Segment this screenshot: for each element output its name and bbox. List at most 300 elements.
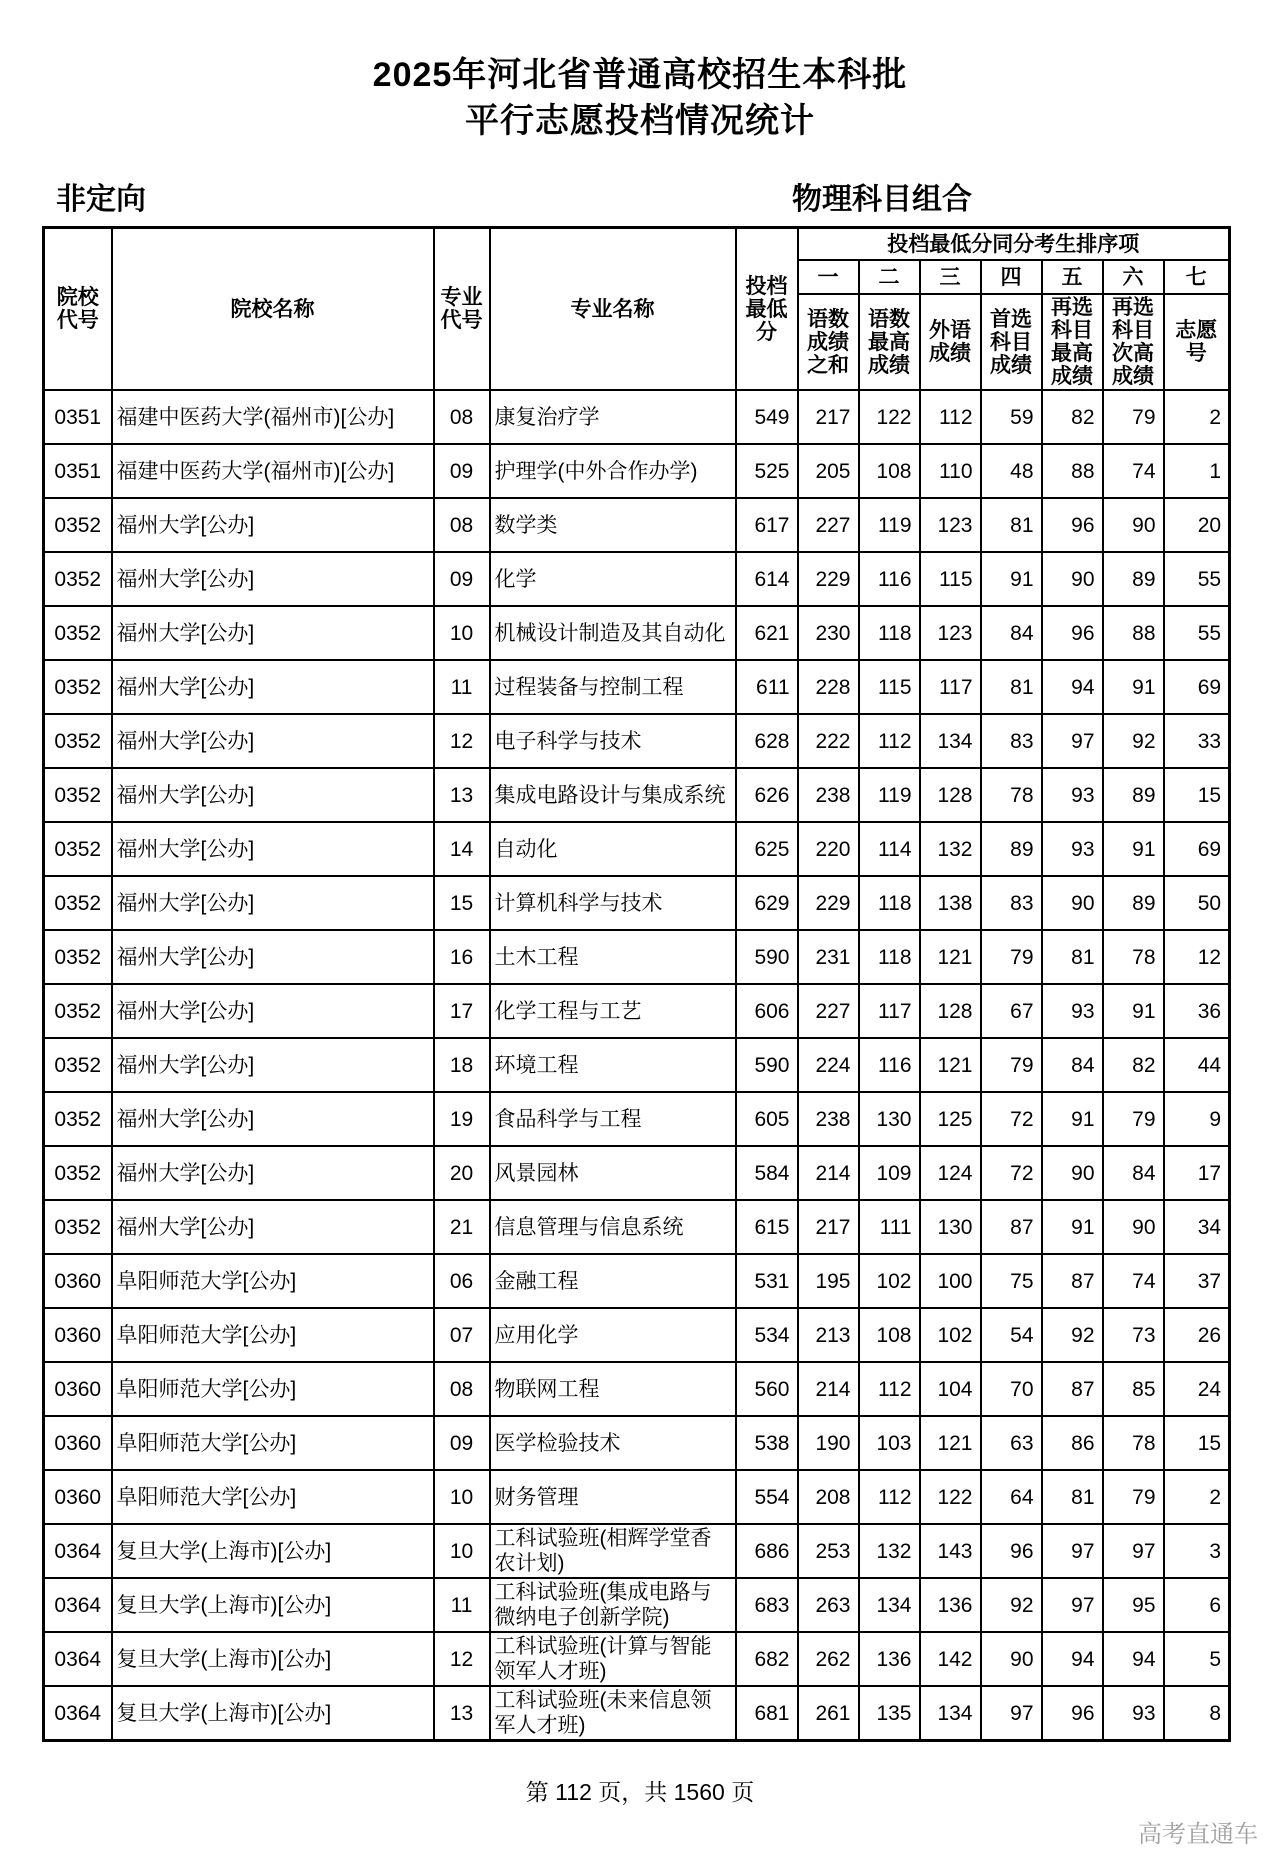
cell-major-name: 工科试验班(相辉学堂香农计划) [490,1524,736,1578]
cell-sum-chinese-math: 220 [798,822,859,876]
cell-sum-chinese-math: 213 [798,1308,859,1362]
cell-major-name: 工科试验班(计算与智能领军人才班) [490,1632,736,1686]
cell-min-score: 549 [736,390,798,444]
cell-min-score: 626 [736,768,798,822]
cell-reselect-max: 94 [1042,660,1103,714]
cell-min-score: 615 [736,1200,798,1254]
cell-foreign-language: 130 [920,1200,981,1254]
cell-min-score: 534 [736,1308,798,1362]
cell-reselect-second: 97 [1103,1524,1164,1578]
cell-foreign-language: 128 [920,984,981,1038]
cell-foreign-language: 112 [920,390,981,444]
cell-sum-chinese-math: 190 [798,1416,859,1470]
header-tiebreak-7: 七 [1164,260,1230,294]
cell-major-name: 护理学(中外合作办学) [490,444,736,498]
table-row [44,1254,1230,1308]
table-header [44,228,1230,391]
cell-reselect-second: 82 [1103,1038,1164,1092]
cell-reselect-second: 88 [1103,606,1164,660]
cell-reselect-second: 73 [1103,1308,1164,1362]
cell-major-code: 07 [434,1308,490,1362]
page-indicator: 第 112 页，共 1560 页 [525,1779,755,1805]
cell-major-name: 数学类 [490,498,736,552]
cell-min-score: 611 [736,660,798,714]
cell-college-code: 0352 [44,930,112,984]
cell-max-chinese-math: 117 [859,984,920,1038]
cell-college-code: 0352 [44,714,112,768]
cell-preference-number: 3 [1164,1524,1230,1578]
cell-max-chinese-math: 108 [859,444,920,498]
header-foreign-language: 外语成绩 [920,294,981,390]
table-row [44,1362,1230,1416]
table-row [44,984,1230,1038]
cell-min-score: 682 [736,1632,798,1686]
cell-sum-chinese-math: 228 [798,660,859,714]
cell-reselect-second: 92 [1103,714,1164,768]
header-tiebreak-3: 三 [920,260,981,294]
cell-college-name: 福州大学[公办] [112,930,434,984]
cell-first-subject: 97 [981,1686,1042,1741]
cell-sum-chinese-math: 262 [798,1632,859,1686]
cell-preference-number: 6 [1164,1578,1230,1632]
cell-preference-number: 20 [1164,498,1230,552]
cell-max-chinese-math: 122 [859,390,920,444]
cell-reselect-second: 78 [1103,1416,1164,1470]
cell-major-code: 21 [434,1200,490,1254]
cell-major-name: 化学 [490,552,736,606]
cell-first-subject: 67 [981,984,1042,1038]
cell-reselect-max: 97 [1042,1524,1103,1578]
cell-preference-number: 1 [1164,444,1230,498]
cell-sum-chinese-math: 217 [798,390,859,444]
cell-college-code: 0352 [44,984,112,1038]
cell-major-name: 工科试验班(未来信息领军人才班) [490,1686,736,1741]
cell-major-name: 电子科学与技术 [490,714,736,768]
cell-college-name: 福州大学[公办] [112,1038,434,1092]
cell-reselect-second: 74 [1103,1254,1164,1308]
cell-first-subject: 84 [981,606,1042,660]
cell-foreign-language: 115 [920,552,981,606]
cell-sum-chinese-math: 205 [798,444,859,498]
cell-major-code: 10 [434,606,490,660]
cell-major-code: 10 [434,1470,490,1524]
cell-major-name: 食品科学与工程 [490,1092,736,1146]
cell-reselect-second: 85 [1103,1362,1164,1416]
cell-sum-chinese-math: 229 [798,552,859,606]
cell-min-score: 625 [736,822,798,876]
table-row [44,768,1230,822]
cell-college-name: 复旦大学(上海市)[公办] [112,1578,434,1632]
cell-foreign-language: 104 [920,1362,981,1416]
cell-foreign-language: 136 [920,1578,981,1632]
cell-college-name: 福州大学[公办] [112,1146,434,1200]
meta-row [42,174,1238,214]
cell-major-name: 土木工程 [490,930,736,984]
cell-foreign-language: 121 [920,930,981,984]
cell-min-score: 531 [736,1254,798,1308]
subject-group-label: 物理科目组合 [792,183,972,216]
cell-major-code: 09 [434,1416,490,1470]
cell-reselect-max: 81 [1042,1470,1103,1524]
table-row [44,1578,1230,1632]
table-row [44,1308,1230,1362]
cell-min-score: 614 [736,552,798,606]
table-row [44,714,1230,768]
cell-major-code: 14 [434,822,490,876]
cell-major-name: 财务管理 [490,1470,736,1524]
cell-reselect-max: 90 [1042,1146,1103,1200]
table-row [44,390,1230,444]
cell-college-code: 0360 [44,1470,112,1524]
header-major-code: 专业代号 [434,228,490,391]
table-row [44,1146,1230,1200]
cell-college-name: 阜阳师范大学[公办] [112,1470,434,1524]
cell-foreign-language: 138 [920,876,981,930]
header-college-code: 院校代号 [44,228,112,391]
cell-major-name: 物联网工程 [490,1362,736,1416]
table-row [44,1038,1230,1092]
cell-reselect-second: 90 [1103,498,1164,552]
cell-college-code: 0352 [44,552,112,606]
cell-preference-number: 50 [1164,876,1230,930]
cell-college-name: 福州大学[公办] [112,714,434,768]
cell-min-score: 590 [736,1038,798,1092]
cell-first-subject: 72 [981,1092,1042,1146]
header-major-name: 专业名称 [490,228,736,391]
cell-max-chinese-math: 119 [859,498,920,552]
cell-reselect-max: 84 [1042,1038,1103,1092]
cell-first-subject: 48 [981,444,1042,498]
cell-reselect-max: 90 [1042,876,1103,930]
header-first-subject: 首选科目成绩 [981,294,1042,390]
cell-first-subject: 91 [981,552,1042,606]
table-body [44,390,1230,1741]
cell-sum-chinese-math: 222 [798,714,859,768]
cell-reselect-max: 93 [1042,768,1103,822]
cell-first-subject: 81 [981,498,1042,552]
cell-max-chinese-math: 119 [859,768,920,822]
cell-reselect-second: 89 [1103,768,1164,822]
cell-first-subject: 87 [981,1200,1042,1254]
table-row [44,1524,1230,1578]
cell-reselect-second: 79 [1103,1092,1164,1146]
cell-college-code: 0352 [44,1146,112,1200]
table-row [44,930,1230,984]
cell-max-chinese-math: 109 [859,1146,920,1200]
table-row [44,1200,1230,1254]
table-row [44,444,1230,498]
cell-sum-chinese-math: 263 [798,1578,859,1632]
cell-max-chinese-math: 118 [859,930,920,984]
cell-major-name: 集成电路设计与集成系统 [490,768,736,822]
cell-sum-chinese-math: 214 [798,1362,859,1416]
cell-major-code: 09 [434,552,490,606]
cell-college-name: 福建中医药大学(福州市)[公办] [112,390,434,444]
cell-major-name: 风景园林 [490,1146,736,1200]
cell-max-chinese-math: 135 [859,1686,920,1741]
watermark: 高考直通车 [1138,1821,1258,1848]
cell-major-code: 12 [434,1632,490,1686]
cell-reselect-max: 90 [1042,552,1103,606]
cell-sum-chinese-math: 231 [798,930,859,984]
cell-college-code: 0360 [44,1416,112,1470]
cell-major-code: 12 [434,714,490,768]
cell-major-name: 金融工程 [490,1254,736,1308]
cell-foreign-language: 121 [920,1038,981,1092]
cell-min-score: 606 [736,984,798,1038]
cell-major-code: 11 [434,1578,490,1632]
cell-reselect-max: 91 [1042,1092,1103,1146]
cell-reselect-max: 96 [1042,498,1103,552]
cell-max-chinese-math: 111 [859,1200,920,1254]
cell-first-subject: 83 [981,714,1042,768]
cell-preference-number: 9 [1164,1092,1230,1146]
cell-reselect-max: 91 [1042,1200,1103,1254]
orientation-label: 非定向 [56,183,146,216]
cell-college-name: 福州大学[公办] [112,606,434,660]
cell-major-code: 09 [434,444,490,498]
cell-foreign-language: 100 [920,1254,981,1308]
header-sum-chinese-math: 语数成绩之和 [798,294,859,390]
cell-first-subject: 79 [981,1038,1042,1092]
cell-college-code: 0352 [44,822,112,876]
cell-min-score: 681 [736,1686,798,1741]
cell-min-score: 554 [736,1470,798,1524]
cell-preference-number: 36 [1164,984,1230,1038]
cell-foreign-language: 125 [920,1092,981,1146]
cell-college-code: 0364 [44,1578,112,1632]
cell-preference-number: 34 [1164,1200,1230,1254]
cell-major-name: 应用化学 [490,1308,736,1362]
cell-reselect-max: 88 [1042,444,1103,498]
cell-preference-number: 69 [1164,822,1230,876]
cell-reselect-second: 74 [1103,444,1164,498]
cell-foreign-language: 134 [920,714,981,768]
cell-major-name: 自动化 [490,822,736,876]
table-row [44,1416,1230,1470]
cell-reselect-second: 91 [1103,822,1164,876]
cell-major-code: 06 [434,1254,490,1308]
cell-college-code: 0352 [44,1200,112,1254]
header-tiebreak-6: 六 [1103,260,1164,294]
cell-college-name: 福州大学[公办] [112,984,434,1038]
cell-first-subject: 70 [981,1362,1042,1416]
cell-preference-number: 24 [1164,1362,1230,1416]
cell-major-code: 10 [434,1524,490,1578]
cell-max-chinese-math: 118 [859,876,920,930]
cell-max-chinese-math: 114 [859,822,920,876]
cell-foreign-language: 128 [920,768,981,822]
cell-preference-number: 5 [1164,1632,1230,1686]
cell-sum-chinese-math: 253 [798,1524,859,1578]
cell-reselect-second: 91 [1103,984,1164,1038]
cell-max-chinese-math: 118 [859,606,920,660]
cell-reselect-second: 91 [1103,660,1164,714]
cell-foreign-language: 142 [920,1632,981,1686]
cell-college-name: 福州大学[公办] [112,1092,434,1146]
header-tiebreak-5: 五 [1042,260,1103,294]
cell-college-code: 0364 [44,1632,112,1686]
cell-college-name: 福州大学[公办] [112,768,434,822]
cell-college-code: 0351 [44,390,112,444]
cell-sum-chinese-math: 195 [798,1254,859,1308]
cell-major-code: 15 [434,876,490,930]
cell-preference-number: 55 [1164,552,1230,606]
cell-first-subject: 75 [981,1254,1042,1308]
cell-first-subject: 64 [981,1470,1042,1524]
cell-college-name: 福州大学[公办] [112,876,434,930]
table-row [44,1686,1230,1741]
cell-foreign-language: 110 [920,444,981,498]
cell-max-chinese-math: 116 [859,552,920,606]
cell-max-chinese-math: 115 [859,660,920,714]
header-tiebreak-4: 四 [981,260,1042,294]
cell-reselect-second: 84 [1103,1146,1164,1200]
cell-major-name: 工科试验班(集成电路与微纳电子创新学院) [490,1578,736,1632]
cell-min-score: 683 [736,1578,798,1632]
cell-preference-number: 15 [1164,768,1230,822]
cell-major-code: 17 [434,984,490,1038]
cell-first-subject: 59 [981,390,1042,444]
cell-max-chinese-math: 134 [859,1578,920,1632]
table-row [44,1092,1230,1146]
cell-major-code: 19 [434,1092,490,1146]
cell-max-chinese-math: 116 [859,1038,920,1092]
table-row [44,606,1230,660]
cell-min-score: 621 [736,606,798,660]
cell-min-score: 538 [736,1416,798,1470]
cell-college-code: 0352 [44,1038,112,1092]
cell-college-code: 0360 [44,1308,112,1362]
cell-major-code: 13 [434,768,490,822]
cell-reselect-second: 89 [1103,876,1164,930]
cell-reselect-max: 97 [1042,714,1103,768]
admission-table [42,226,1231,1742]
cell-college-code: 0352 [44,498,112,552]
cell-max-chinese-math: 132 [859,1524,920,1578]
cell-sum-chinese-math: 217 [798,1200,859,1254]
cell-major-code: 08 [434,498,490,552]
cell-foreign-language: 117 [920,660,981,714]
cell-preference-number: 37 [1164,1254,1230,1308]
cell-first-subject: 54 [981,1308,1042,1362]
cell-reselect-second: 78 [1103,930,1164,984]
cell-reselect-second: 79 [1103,390,1164,444]
table-row [44,822,1230,876]
header-tiebreak-group: 投档最低分同分考生排序项 [798,228,1230,261]
cell-college-name: 阜阳师范大学[公办] [112,1308,434,1362]
table-row [44,498,1230,552]
cell-first-subject: 83 [981,876,1042,930]
header-tiebreak-2: 二 [859,260,920,294]
cell-major-code: 11 [434,660,490,714]
cell-max-chinese-math: 130 [859,1092,920,1146]
cell-preference-number: 2 [1164,390,1230,444]
title-line-2: 平行志愿投档情况统计 [465,102,815,140]
cell-college-code: 0351 [44,444,112,498]
cell-college-code: 0360 [44,1254,112,1308]
cell-sum-chinese-math: 238 [798,1092,859,1146]
cell-first-subject: 81 [981,660,1042,714]
cell-max-chinese-math: 102 [859,1254,920,1308]
cell-foreign-language: 124 [920,1146,981,1200]
table-row [44,1632,1230,1686]
cell-preference-number: 33 [1164,714,1230,768]
cell-reselect-second: 89 [1103,552,1164,606]
cell-major-name: 机械设计制造及其自动化 [490,606,736,660]
cell-reselect-max: 92 [1042,1308,1103,1362]
cell-major-name: 过程装备与控制工程 [490,660,736,714]
cell-foreign-language: 123 [920,498,981,552]
cell-reselect-max: 87 [1042,1254,1103,1308]
cell-preference-number: 17 [1164,1146,1230,1200]
table-row [44,1470,1230,1524]
cell-reselect-max: 81 [1042,930,1103,984]
cell-sum-chinese-math: 208 [798,1470,859,1524]
cell-reselect-second: 93 [1103,1686,1164,1741]
cell-major-name: 环境工程 [490,1038,736,1092]
cell-major-code: 18 [434,1038,490,1092]
cell-first-subject: 90 [981,1632,1042,1686]
cell-max-chinese-math: 112 [859,714,920,768]
cell-first-subject: 96 [981,1524,1042,1578]
cell-foreign-language: 123 [920,606,981,660]
cell-foreign-language: 143 [920,1524,981,1578]
cell-major-code: 20 [434,1146,490,1200]
cell-min-score: 584 [736,1146,798,1200]
cell-first-subject: 78 [981,768,1042,822]
cell-college-name: 福州大学[公办] [112,822,434,876]
cell-reselect-max: 94 [1042,1632,1103,1686]
cell-foreign-language: 102 [920,1308,981,1362]
cell-preference-number: 69 [1164,660,1230,714]
cell-college-name: 福州大学[公办] [112,660,434,714]
cell-college-code: 0352 [44,768,112,822]
header-preference-number: 志愿号 [1164,294,1230,390]
cell-reselect-second: 90 [1103,1200,1164,1254]
cell-college-name: 复旦大学(上海市)[公办] [112,1686,434,1741]
header-max-chinese-math: 语数最高成绩 [859,294,920,390]
cell-reselect-second: 94 [1103,1632,1164,1686]
table-row [44,660,1230,714]
cell-foreign-language: 134 [920,1686,981,1741]
cell-reselect-max: 82 [1042,390,1103,444]
cell-min-score: 629 [736,876,798,930]
cell-reselect-max: 96 [1042,1686,1103,1741]
cell-college-code: 0352 [44,606,112,660]
cell-first-subject: 89 [981,822,1042,876]
cell-max-chinese-math: 103 [859,1416,920,1470]
cell-max-chinese-math: 108 [859,1308,920,1362]
cell-major-name: 化学工程与工艺 [490,984,736,1038]
cell-preference-number: 8 [1164,1686,1230,1741]
cell-preference-number: 26 [1164,1308,1230,1362]
cell-major-code: 08 [434,390,490,444]
cell-first-subject: 63 [981,1416,1042,1470]
cell-reselect-max: 97 [1042,1578,1103,1632]
cell-sum-chinese-math: 238 [798,768,859,822]
cell-first-subject: 79 [981,930,1042,984]
cell-min-score: 560 [736,1362,798,1416]
cell-min-score: 605 [736,1092,798,1146]
cell-preference-number: 55 [1164,606,1230,660]
cell-major-name: 信息管理与信息系统 [490,1200,736,1254]
cell-reselect-second: 95 [1103,1578,1164,1632]
cell-min-score: 525 [736,444,798,498]
cell-preference-number: 15 [1164,1416,1230,1470]
cell-college-code: 0352 [44,660,112,714]
cell-major-code: 13 [434,1686,490,1741]
